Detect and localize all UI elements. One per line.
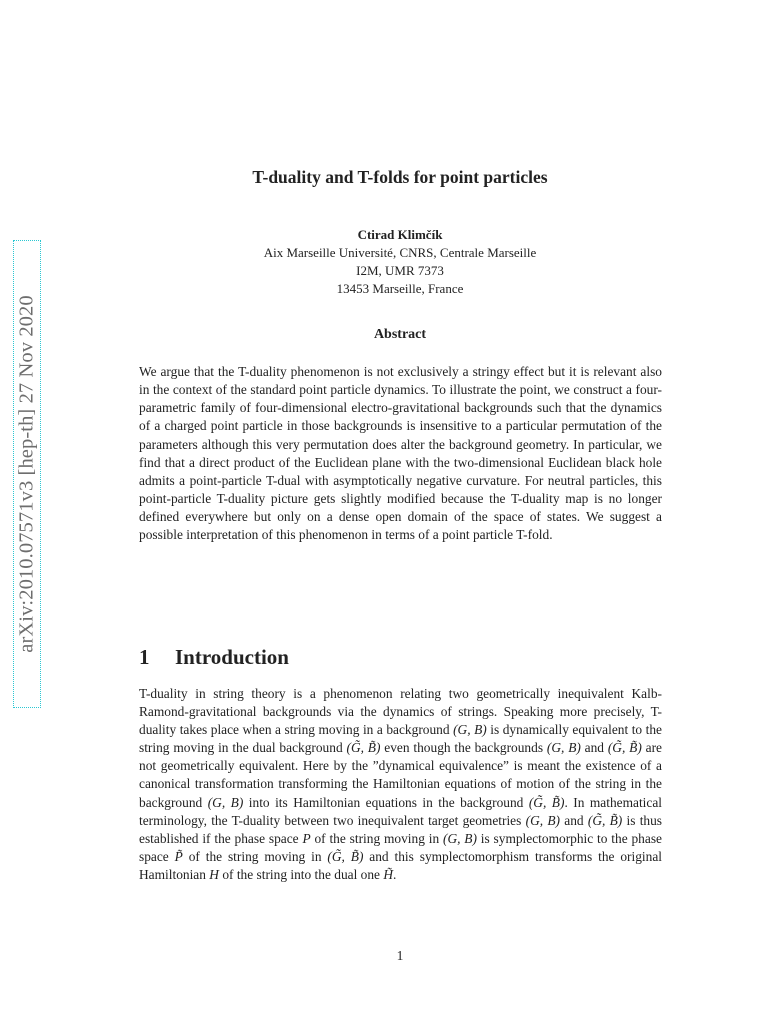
abstract-heading: Abstract [373, 327, 427, 342]
affiliation-line: Aix Marseille Université, CNRS, Centrale Marseille [263, 245, 537, 260]
math-expression: (G, B) [525, 812, 560, 828]
intro-text: is dynamically equivalent to the string moving in the dual background [139, 722, 662, 756]
abstract-text: We argue that the T-duality phenomenon is not exclusively a stringy effect but it is relevant also in the context of the standard point particle dynamics. To illustrate the point, we construct a four-parametric family of four-dimensional electro-gravitational backgrounds such that the dynamics of a charged point particle in those backgrounds is insensitive to a particular permutation of the parameters although this very permutation does alter the background geometry. In particular, we find that a direct product of the Euclidean plane with the two-dimensional Euclidean black hole admits a point-particle T-dual with asymptotically negative curvature. For neutral particles, this point-particle T-duality picture gets slightly modified because the T-duality map is no longer defined everywhere but only on a dense open domain of the space of states. We suggest a possible interpretation of this phenomenon in terms of a point particle T-fold. [139, 364, 662, 543]
paper-title: T-duality and T-folds for point particles [252, 167, 548, 187]
intro-text: is symplectomorphic to the phase space [139, 830, 662, 864]
math-expression: (G̃, B̃) [327, 848, 364, 864]
intro-text: of the string moving in [182, 848, 328, 864]
arxiv-identifier: arXiv:2010.07571v3 [hep-th] 27 Nov 2020 [15, 295, 38, 653]
arxiv-stamp [13, 240, 41, 708]
math-expression: (G̃, B̃) [528, 794, 565, 810]
math-expression: (G, B) [546, 740, 581, 756]
intro-text: is thus established if the phase space [139, 812, 663, 846]
author-block [0, 226, 768, 298]
math-expression: (G̃, B̃) [587, 812, 623, 828]
section-heading [139, 645, 289, 670]
math-expression: (G̃, B̃) [607, 740, 642, 756]
intro-text: are not geometrically equivalent. Here by the ”dynamical equivalence” is meant the existence of a canonical transformation transforming the Hamiltonian equations of motion of the string in the background [139, 740, 662, 810]
intro-text: of the string moving in [310, 830, 443, 846]
intro-text: T-duality in string theory is a phenomenon relating two geometrically inequivalent Kalb-Ramond-gravitational backgrounds via the dynamics of strings. Speaking more precisely, T-duality takes place when a string moving in a background [139, 686, 662, 738]
page-number: 1 [396, 948, 404, 963]
math-expression: (G̃, B̃) [346, 740, 381, 756]
section-number: 1 [139, 645, 150, 669]
affiliation-line: I2M, UMR 7373 [356, 263, 444, 278]
intro-paragraph [139, 685, 662, 884]
math-expression: P [302, 830, 311, 846]
intro-text: even though the backgrounds [380, 740, 547, 756]
intro-text: and this symplectomorphism transforms the original Hamiltonian [139, 848, 662, 882]
math-expression: (G, B) [207, 794, 244, 810]
affiliation-line: 13453 Marseille, France [336, 281, 464, 296]
intro-text: . In mathematical terminology, the T-duality between two inequivalent target geometries [139, 794, 663, 828]
intro-text: into its Hamiltonian equations in the background [243, 794, 529, 810]
math-expression: (G, B) [453, 722, 487, 738]
section-title: Introduction [175, 645, 289, 669]
math-expression: P̃ [174, 848, 183, 864]
author-name: Ctirad Klimčík [357, 227, 443, 242]
intro-text: of the string into the dual one [218, 866, 384, 882]
intro-text: and [560, 812, 588, 828]
math-expression: (G, B) [442, 830, 477, 846]
math-expression: H̃ [383, 866, 394, 882]
math-expression: H [209, 866, 219, 882]
intro-text: and [580, 740, 608, 756]
intro-text: . [393, 866, 397, 882]
